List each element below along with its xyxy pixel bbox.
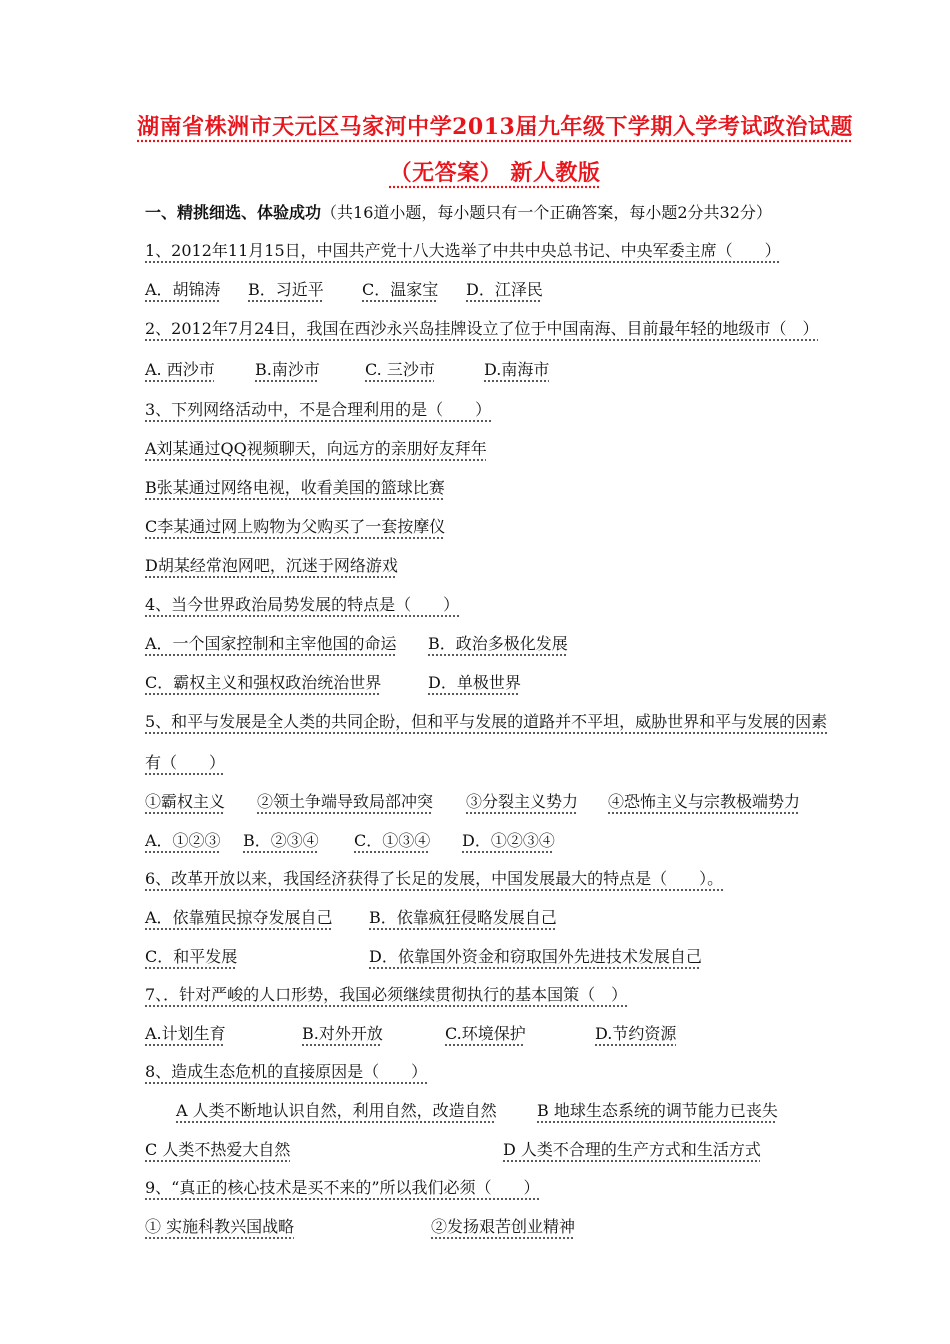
question-1-stem: 1、2012年11月15日，中国共产党十八大选举了中共中央总书记、中央军委主席（ ） [145,241,781,260]
q4-option-c: C．霸权主义和强权政治统治世界 [145,673,382,692]
question-3-stem: 3、下列网络活动中，不是合理利用的是（ ） [145,400,492,419]
q6-option-b: B．依靠疯狂侵略发展自己 [369,908,557,927]
section-heading: 一、精挑细选、体验成功（共16道小题，每小题只有一个正确答案，每小题2分共32分） [145,203,772,222]
question-8-stem: 8、造成生态危机的直接原因是（ ） [145,1062,428,1081]
q7-option-c: C.环境保护 [445,1024,526,1043]
q6-option-d: D．依靠国外资金和窃取国外先进技术发展自己 [369,947,702,966]
q8-option-b: B 地球生态系统的调节能力已丧失 [537,1101,778,1120]
question-5-stem: 5、和平与发展是全人类的共同企盼，但和平与发展的道路并不平坦，威胁世界和平与发展的因素 [145,712,828,731]
q1-option-a: A．胡锦涛 [145,280,221,299]
q5-item-2: ②领土争端导致局部冲突 [257,792,434,811]
question-6-stem: 6、改革开放以来，我国经济获得了长足的发展，中国发展最大的特点是（ ）。 [145,869,724,888]
q2-option-a: A. 西沙市 [145,360,215,379]
q8-option-a: A 人类不断地认识自然，利用自然，改造自然 [176,1101,497,1120]
q2-option-d: D.南海市 [484,360,550,379]
question-4-stem: 4、当今世界政治局势发展的特点是（ ） [145,595,460,614]
q9-option-1: ① 实施科教兴国战略 [145,1217,295,1236]
q8-option-d: D 人类不合理的生产方式和生活方式 [503,1140,761,1159]
question-2-stem: 2、2012年7月24日，我国在西沙永兴岛挂牌设立了位于中国南海、目前最年轻的地级市（ ） [145,319,819,338]
question-5-stem-cont: 有（ ） [145,753,226,772]
q4-option-a: A．一个国家控制和主宰他国的命运 [145,634,397,653]
q3-option-d: D胡某经常泡网吧，沉迷于网络游戏 [145,556,398,575]
q5-option-c: C．①③④ [354,831,431,850]
q2-option-b: B.南沙市 [255,360,320,379]
question-9-stem: 9、“真正的核心技术是买不来的”所以我们必须（ ） [145,1178,540,1197]
q3-option-b: B张某通过网络电视，收看美国的篮球比赛 [145,478,445,497]
q5-option-b: B．②③④ [243,831,319,850]
q3-option-a: A刘某通过QQ视频聊天，向远方的亲朋好友拜年 [145,439,487,458]
q1-option-d: D．江泽民 [466,280,543,299]
q5-item-4: ④恐怖主义与宗教极端势力 [608,792,801,811]
q7-option-b: B.对外开放 [302,1024,383,1043]
q1-option-b: B．习近平 [248,280,324,299]
q4-option-d: D．单极世界 [428,673,521,692]
q7-option-a: A.计划生育 [145,1024,226,1043]
q1-option-c: C．温家宝 [362,280,439,299]
q9-option-2: ②发扬艰苦创业精神 [431,1217,576,1236]
page-title: 湖南省株洲市天元区马家河中学2013届九年级下学期入学考试政治试题 [137,114,853,140]
q8-option-c: C 人类不热爱大自然 [145,1140,291,1159]
q5-item-3: ③分裂主义势力 [466,792,579,811]
q3-option-c: C李某通过网上购物为父购买了一套按摩仪 [145,517,446,536]
q7-option-d: D.节约资源 [595,1024,677,1043]
q6-option-a: A．依靠殖民掠夺发展自己 [145,908,333,927]
page-subtitle: （无答案） 新人教版 [389,160,601,186]
q4-option-b: B．政治多极化发展 [428,634,568,653]
q5-option-a: A．①②③ [145,831,221,850]
q5-option-d: D．①②③④ [462,831,555,850]
q5-item-1: ①霸权主义 [145,792,226,811]
question-7-stem: 7、．针对严峻的人口形势，我国必须继续贯彻执行的基本国策（ ） [145,985,628,1004]
q2-option-c: C. 三沙市 [365,360,435,379]
q6-option-c: C．和平发展 [145,947,238,966]
